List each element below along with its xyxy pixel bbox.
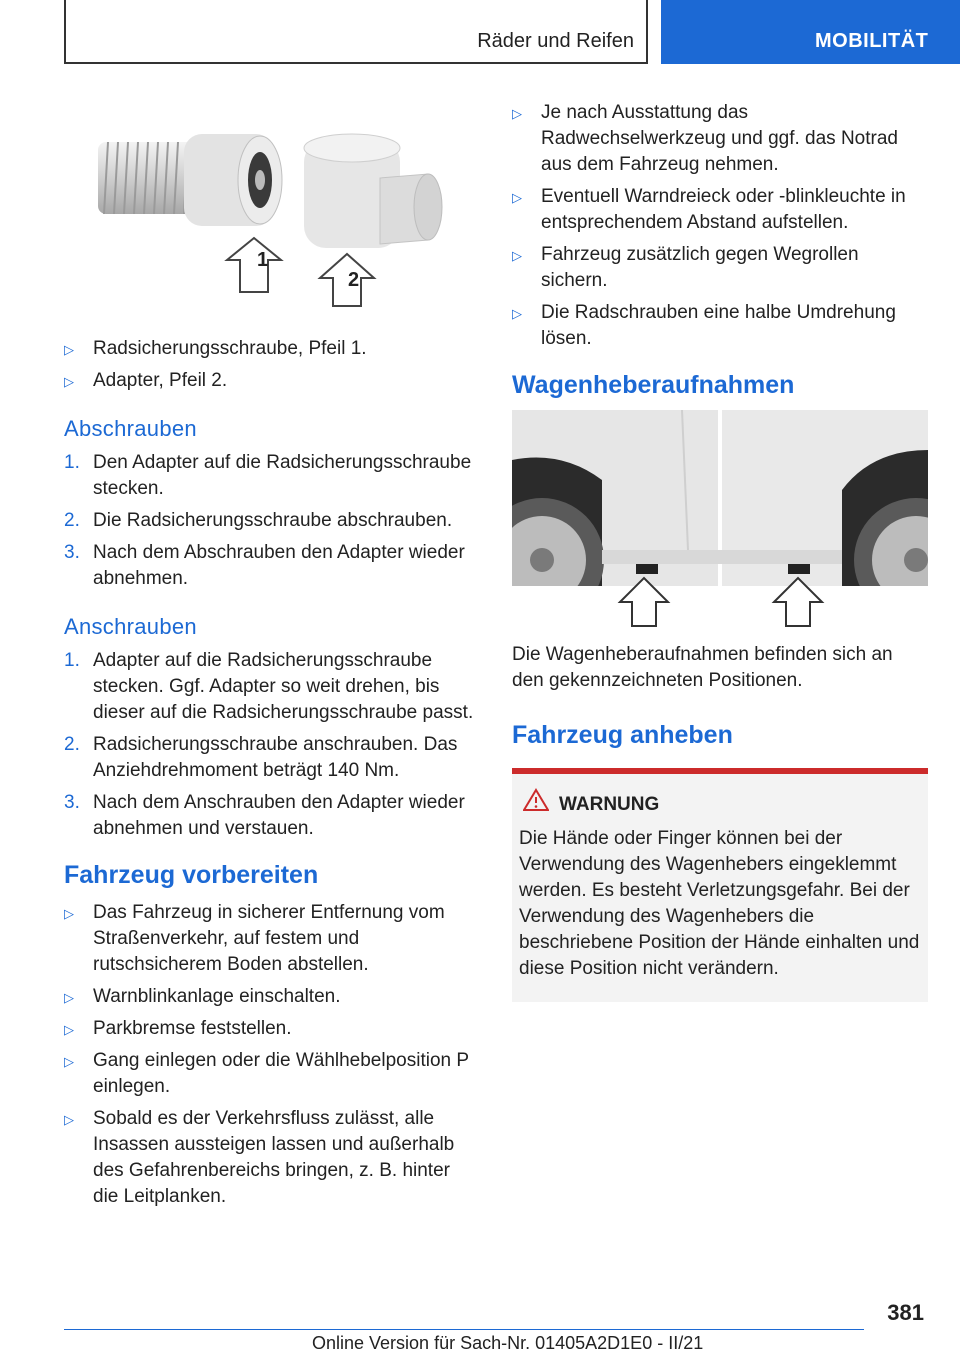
step-item: 1. Adapter auf die Radsicherungsschraube stecken. Ggf. Adapter so weit drehen, bis dieser auf die Radsicherungsschraube passt. <box>64 650 474 723</box>
triangle-bullet-icon: ▷ <box>512 106 522 121</box>
triangle-bullet-icon: ▷ <box>64 1022 74 1037</box>
callout-label-2: 2 <box>348 269 360 291</box>
warning-triangle-icon <box>523 788 549 812</box>
right-column <box>512 100 928 1002</box>
list-item: ▷ Eventuell Warndreieck oder -blinkleuchte in entsprechendem Abstand aufstellen. <box>512 186 906 233</box>
bolt-figure <box>64 120 476 320</box>
list-item: ▷ Radsicherungsschraube, Pfeil 1. <box>64 336 476 362</box>
jack-point-front <box>636 564 658 574</box>
step-item: 2. Radsicherungsschraube anschrauben. Das Anziehdrehmoment beträgt 140 Nm. <box>64 734 458 781</box>
jack-points-caption: Die Wagenheberaufnahmen befinden sich an den gekennzeichneten Positionen. <box>512 644 893 691</box>
list-item: ▷ Je nach Ausstattung das Radwechselwerkzeug und ggf. das Notrad aus dem Fahrzeug nehmen. <box>512 102 898 175</box>
list-item: ▷ Die Radschrauben eine halbe Umdrehung lösen. <box>512 302 896 349</box>
triangle-bullet-icon: ▷ <box>64 1054 74 1069</box>
callout-arrow-1 <box>227 238 281 292</box>
heading-fahrzeug-vorbereiten: Fahrzeug vorbereiten <box>64 861 319 889</box>
heading-wagenheberaufnahmen: Wagenheberaufnahmen <box>512 371 795 399</box>
list-item: ▷ Das Fahrzeug in sicherer Entfernung vom Straßenverkehr, auf festem und rutschsicherem Boden abstellen. <box>64 902 445 975</box>
triangle-bullet-icon: ▷ <box>64 374 74 389</box>
chapter-label: MOBILITÄT <box>815 30 929 52</box>
section-title: Räder und Reifen <box>477 30 634 52</box>
triangle-bullet-icon: ▷ <box>64 906 74 921</box>
step-item: 2. Die Radsicherungsschraube abschrauben. <box>64 510 453 531</box>
chapter-tab <box>661 0 960 64</box>
list-item: ▷ Adapter, Pfeil 2. <box>64 368 476 394</box>
list-item: ▷ Sobald es der Verkehrsfluss zulässt, alle Insassen aussteigen lassen und außerhalb des Gefahrenbereichs bringen, z. B. hinter die Leitplanken. <box>64 1108 455 1207</box>
left-column <box>64 120 476 1216</box>
jack-points-figure <box>512 410 928 630</box>
callout-label-1: 1 <box>257 249 269 271</box>
triangle-bullet-icon: ▷ <box>512 306 522 321</box>
list-item: ▷ Warnblinkanlage einschalten. <box>64 984 476 1010</box>
page-number: 381 <box>887 1300 924 1325</box>
footer-online-version: Online Version für Sach-Nr. 01405A2D1E0 - II/21 <box>312 1333 704 1353</box>
warning-box <box>512 768 928 1002</box>
header-left-frame <box>64 0 648 64</box>
list-item: ▷ Gang einlegen oder die Wählhebelposition P einlegen. <box>64 1050 469 1097</box>
callout-arrow-2 <box>320 254 374 306</box>
list-item: ▷ Fahrzeug zusätzlich gegen Wegrollen sichern. <box>512 244 859 291</box>
triangle-bullet-icon: ▷ <box>512 190 522 205</box>
footer-divider <box>64 1329 864 1330</box>
warning-text: Die Hände oder Finger können bei der Verwendung des Wagenhebers eingeklemmt werden. Es besteht Verletzungsgefahr. Bei der Verwendung des Wagenhebers die beschriebene Position der Hände einhalten und diese Position nicht verändern. <box>519 828 920 979</box>
heading-anschrauben: Anschrauben <box>64 614 197 639</box>
jack-point-rear <box>788 564 810 574</box>
triangle-bullet-icon: ▷ <box>64 342 74 357</box>
triangle-bullet-icon: ▷ <box>64 990 74 1005</box>
heading-abschrauben: Abschrauben <box>64 416 197 441</box>
step-item: 3. Nach dem Abschrauben den Adapter wieder abnehmen. <box>64 542 465 589</box>
triangle-bullet-icon: ▷ <box>64 1112 74 1127</box>
heading-fahrzeug-anheben: Fahrzeug anheben <box>512 721 733 749</box>
triangle-bullet-icon: ▷ <box>512 248 522 263</box>
list-item: ▷ Parkbremse feststellen. <box>64 1016 476 1042</box>
step-item: 3. Nach dem Anschrauben den Adapter wieder abnehmen und verstauen. <box>64 792 465 839</box>
warning-title: WARNUNG <box>519 792 922 818</box>
step-item: 1. Den Adapter auf die Radsicherungsschraube stecken. <box>64 452 472 499</box>
